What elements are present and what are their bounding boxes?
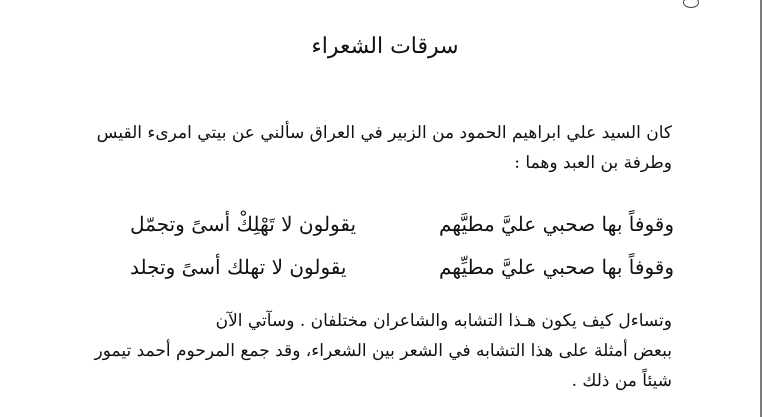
verse-1-first-hemistich: وقوفاً بها صحبي عليَّ مطيَّهم: [438, 212, 674, 236]
closing-line-1: وتساءل كيف يكون هـذا التشابه والشاعران مختلفان . وسآتي الآن: [215, 311, 672, 331]
intro-line-2: وطرفة بن العبد وهما :: [514, 153, 672, 173]
intro-paragraph: [96, 118, 672, 178]
closing-paragraph: [94, 306, 672, 396]
scan-mark: [683, 0, 699, 8]
intro-line-1: كان السيد علي ابراهيم الحمود من الزبير في العراق سألني عن بيتي امرىء القيس: [96, 123, 672, 143]
verse-2-first-hemistich: وقوفاً بها صحبي عليَّ مطيِّهم: [438, 255, 674, 279]
verse-2-second-hemistich: يقولون لا تهلك أسىً وتجلد: [130, 255, 347, 279]
closing-line-2: ببعض أمثلة على هذا التشابه في الشعر بين الشعراء، وقد جمع المرحوم أحمد تيمور: [94, 341, 672, 361]
verse-1-second-hemistich: يقولون لا تَهْلِكْ أسىً وتجمّل: [130, 212, 357, 236]
page-border: [760, 0, 762, 417]
closing-line-3: شيئاً من ذلك .: [571, 371, 672, 391]
page-title: سرقات الشعراء: [311, 34, 459, 59]
